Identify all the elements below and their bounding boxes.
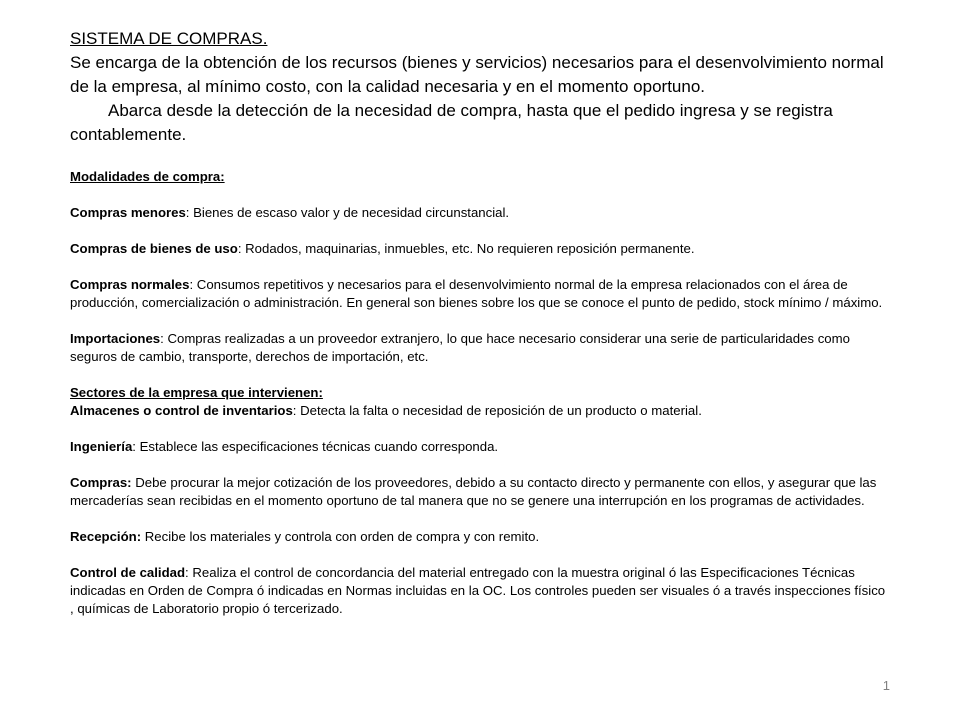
item-sep: : (237, 241, 246, 256)
item-sep: : (160, 331, 168, 346)
item-sep: : (132, 439, 140, 454)
list-item (70, 240, 890, 258)
intro-paragraph: Se encarga de la obtención de los recursos (bienes y servicios) necesarios para el desenvolvimiento normal de la empresa, al mínimo costo, con la calidad necesaria y en el momento oportuno. (70, 53, 884, 96)
section-heading-sectores: Sectores de la empresa que intervienen: (70, 385, 323, 400)
item-term: Almacenes o control de inventarios (70, 403, 293, 418)
item-term: Compras normales (70, 277, 190, 292)
slide-content (70, 27, 890, 618)
item-term: Compras de bienes de uso (70, 241, 238, 256)
item-term: Importaciones (70, 331, 161, 346)
item-text: Bienes de escaso valor y de necesidad circunstancial. (193, 205, 510, 220)
body-block (70, 168, 890, 618)
list-item (70, 330, 890, 366)
list-item (70, 402, 890, 420)
item-text: Detecta la falta o necesidad de reposición de un producto o material. (300, 403, 702, 418)
list-item (70, 276, 890, 312)
item-text: Consumos repetitivos y necesarios para el desenvolvimiento normal de la empresa relacionados con el área de producción, comercialización o administración. En general son bienes sobre los que se conoce el punto de pedido, stock mínimo / máximo. (70, 277, 883, 310)
section-heading-modalidades: Modalidades de compra: (70, 169, 225, 184)
intro-paragraph-2: Abarca desde la detección de la necesidad de compra, hasta que el pedido ingresa y se registra contablemente. (70, 101, 833, 144)
item-text: Compras realizadas a un proveedor extranjero, lo que hace necesario considerar una serie de particularidades como seguros de cambio, transporte, derechos de importación, etc. (70, 331, 850, 364)
list-item (70, 474, 890, 510)
item-term: Ingeniería (70, 439, 133, 454)
item-text: Debe procurar la mejor cotización de los proveedores, debido a su contacto directo y permanente con ellos, y asegurar que las mercaderías sean recibidas en el momento oportuno de tal manera que no se genere una interrupción en los programas de actividades. (70, 475, 877, 508)
page-number: 1 (882, 678, 890, 693)
item-text: Realiza el control de concordancia del material entregado con la muestra original ó las Especificaciones Técnicas indicadas en Orden de Compra ó indicadas en Normas incluidas en la OC. Los controles pueden ser visuales ó a través inspecciones físico , químicas de Laboratorio propio ó tercerizado. (70, 565, 886, 616)
item-term: Recepción: (70, 529, 142, 544)
list-item (70, 564, 890, 618)
item-sep: : (185, 565, 193, 580)
list-item (70, 528, 890, 546)
item-text: Recibe los materiales y controla con orden de compra y con remito. (144, 529, 540, 544)
item-term: Compras menores (70, 205, 186, 220)
item-sep: : (185, 205, 194, 220)
list-item (70, 438, 890, 456)
item-term: Compras: (70, 475, 132, 490)
item-sep: : (189, 277, 197, 292)
list-item (70, 204, 890, 222)
item-text: Establece las especificaciones técnicas cuando corresponda. (139, 439, 499, 454)
item-sep: : (292, 403, 301, 418)
item-text: Rodados, maquinarias, inmuebles, etc. No requieren reposición permanente. (245, 241, 695, 256)
item-term: Control de calidad (70, 565, 186, 580)
page-title: SISTEMA DE COMPRAS. (70, 29, 268, 48)
title-block (70, 27, 890, 147)
